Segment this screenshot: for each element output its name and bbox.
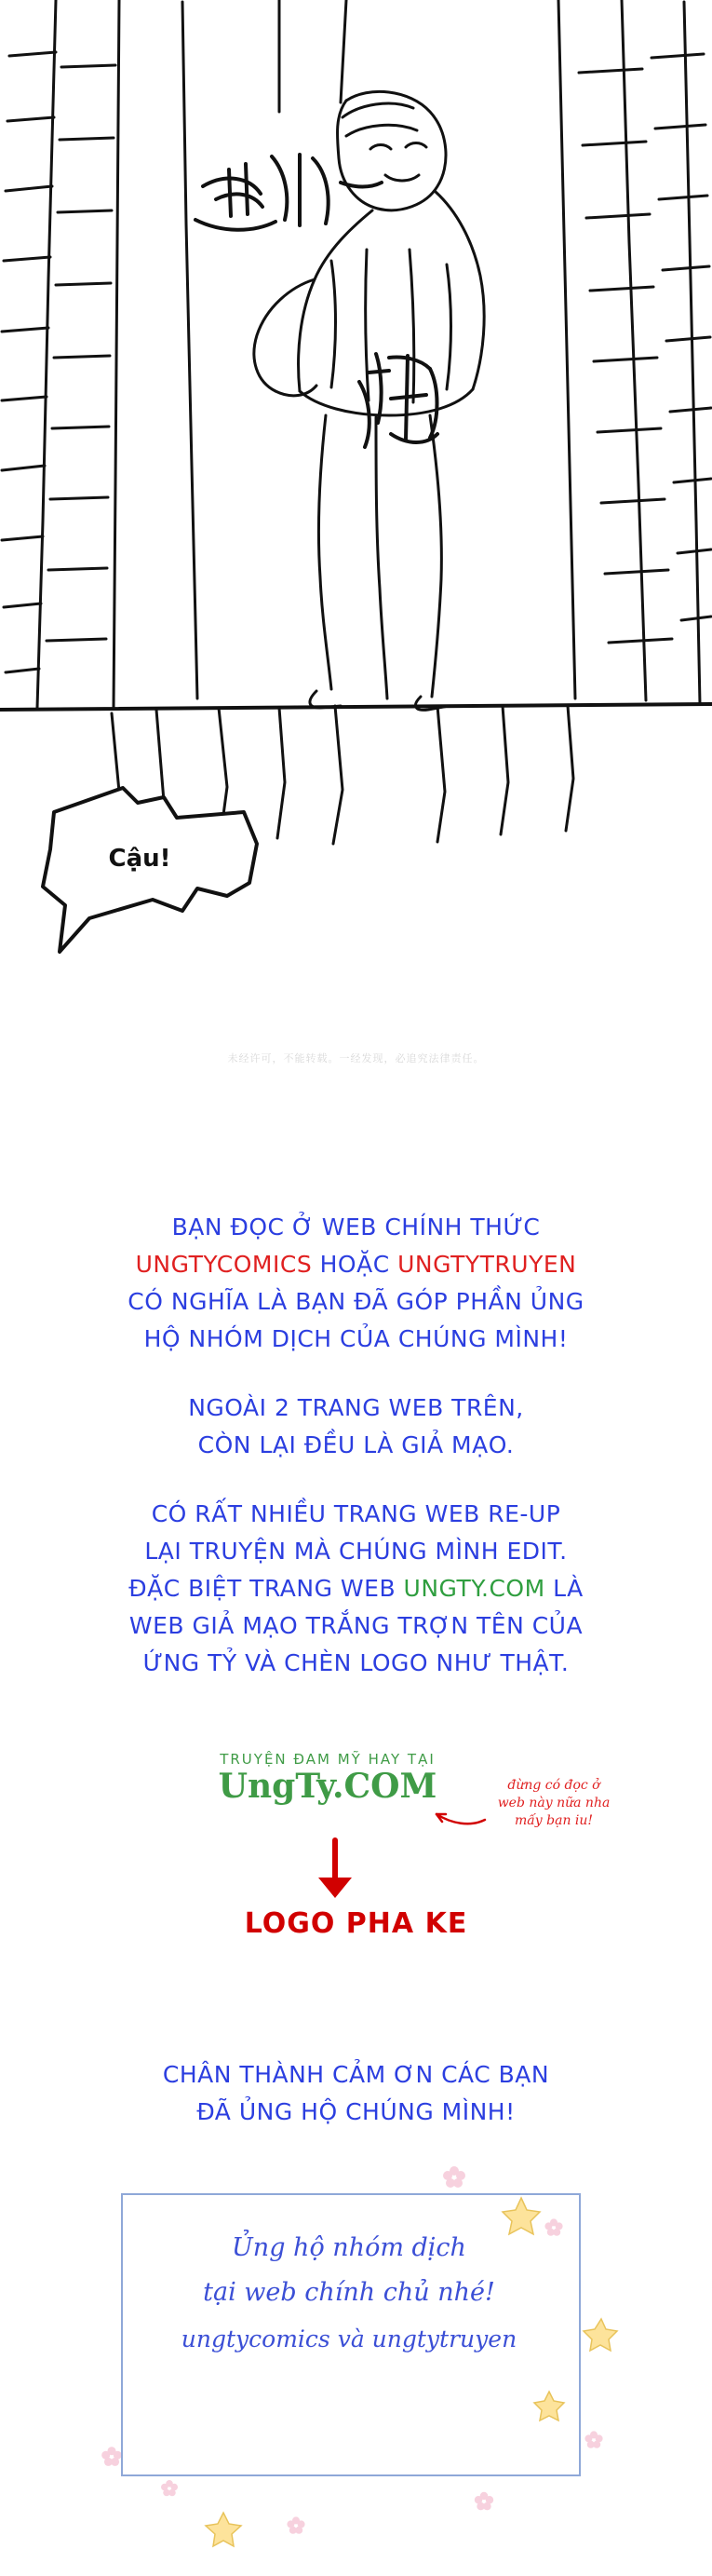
thanks-block — [0, 2058, 712, 2133]
notice-line: CÓ NGHĨA LÀ BẠN ĐÃ GÓP PHẦN ỦNG — [128, 1288, 584, 1315]
support-card-line1: Ủng hộ nhóm dịch — [232, 2233, 466, 2262]
fake-logo — [216, 1751, 439, 1805]
notice-line: HỘ NHÓM DỊCH CỦA CHÚNG MÌNH! — [143, 1325, 569, 1352]
notice-group-1 — [0, 1211, 712, 1356]
speech-bubble-text: Cậu! — [108, 845, 171, 873]
support-card-text — [121, 2226, 577, 2364]
notice-line: CÒN LẠI ĐỀU LÀ GIẢ MẠO. — [197, 1431, 515, 1458]
panel-artwork — [0, 0, 712, 1006]
notice-line: ỨNG TỶ VÀ CHÈN LOGO NHƯ THẬT. — [142, 1649, 570, 1676]
fake-logo-wordmark: UngTy.COM — [218, 1767, 437, 1806]
thanks-line: ĐÃ ỦNG HỘ CHÚNG MÌNH! — [196, 2098, 516, 2125]
notice-line: UNGTYCOMICS HOẶC UNGTYTRUYEN — [135, 1251, 577, 1278]
notice-block — [0, 1211, 712, 1684]
manhua-panel-top — [0, 0, 712, 1006]
fake-logo-area — [0, 1751, 712, 1993]
notice-line: BẠN ĐỌC Ở WEB CHÍNH THỨC — [171, 1213, 541, 1241]
support-card-line2: tại web chính chủ nhé! — [203, 2278, 495, 2307]
fake-logo-tagline: TRUYỆN ĐAM MỸ HAY TẠI — [220, 1751, 436, 1768]
fake-logo-label: LOGO PHA KE — [244, 1907, 468, 1940]
notice-line: CÓ RẤT NHIỀU TRANG WEB RE-UP — [151, 1500, 561, 1527]
notice-line: WEB GIẢ MẠO TRẮNG TRỢN TÊN CỦA — [128, 1612, 584, 1639]
thanks-line: CHÂN THÀNH CẢM ƠN CÁC BẠN — [162, 2061, 550, 2088]
notice-group-3 — [0, 1498, 712, 1680]
support-card-line3: ungtycomics và ungtytruyen — [181, 2325, 517, 2352]
notice-line: NGOÀI 2 TRANG WEB TRÊN, — [188, 1394, 524, 1421]
handwritten-note: đừng có đọc ở web này nữa nha mấy bạn iu! — [497, 1778, 611, 1828]
down-arrow-icon — [307, 1837, 363, 1904]
notice-group-2 — [0, 1391, 712, 1462]
notice-line: ĐẶC BIỆT TRANG WEB UNGTY.COM LÀ — [128, 1575, 584, 1602]
notice-line: LẠI TRUYỆN MÀ CHÚNG MÌNH EDIT. — [144, 1538, 568, 1565]
copyright-watermark: 未经许可，不能转载。一经发现，必追究法律责任。 — [227, 1052, 485, 1064]
support-card — [84, 2161, 633, 2552]
